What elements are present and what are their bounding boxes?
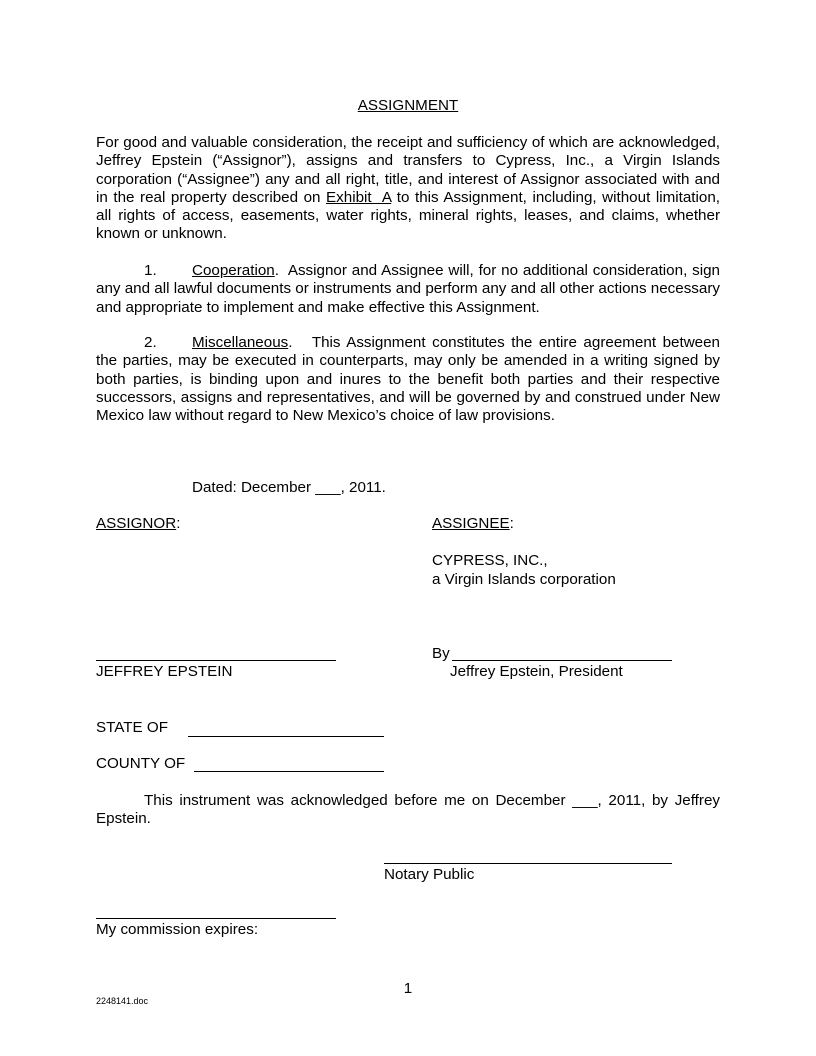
assignee-by-label: By bbox=[432, 645, 450, 662]
intro-text-start: For good and valuable consideration, the receipt and sufficiency of which are acknowledged, Jeffrey Epstein (“Assignor”), assigns and transfers to Cypress, Inc., a Virgin Islands corporation (“Assignee”) any and all right, title, and interest of Assignor associated with and in the real property described on bbox=[96, 134, 720, 206]
dated-line: Dated: December ___, 2011. bbox=[192, 479, 386, 496]
document-id: 2248141.doc bbox=[96, 996, 149, 1006]
assignee-signature-line bbox=[452, 660, 672, 661]
document-title: ASSIGNMENT bbox=[357, 97, 459, 114]
section-cooperation bbox=[96, 262, 725, 317]
section-text: . This Assignment constitutes the entire agreement between the parties, may be executed in counterparts, may only be amended in a writing signed by both parties, is binding upon and inures to the benefit both parties and their respective successors, assigns and representatives, and will be governed by and construed under New Mexico law without regard to New Mexico’s choice of law provisions. bbox=[96, 334, 725, 425]
commission-expires-label: My commission expires: bbox=[96, 921, 259, 938]
state-label: STATE OF bbox=[96, 719, 168, 736]
assignee-heading bbox=[432, 515, 514, 532]
section-number: 1. bbox=[144, 262, 157, 279]
section-miscellaneous bbox=[96, 334, 725, 425]
intro-paragraph bbox=[96, 134, 720, 244]
assignee-colon: : bbox=[509, 515, 514, 532]
commission-signature-line bbox=[96, 918, 336, 919]
section-heading: Cooperation bbox=[192, 262, 275, 279]
state-blank-line bbox=[188, 736, 384, 737]
assignee-description: a Virgin Islands corporation bbox=[432, 571, 616, 588]
notary-public-label: Notary Public bbox=[384, 866, 475, 883]
exhibit-reference: Exhibit A bbox=[326, 188, 392, 206]
assignee-name: CYPRESS, INC., bbox=[432, 552, 548, 569]
assignor-signature-line bbox=[96, 660, 336, 661]
notary-acknowledgment: This instrument was acknowledged before me on December ___, 2011, by Jeffrey Epstein. bbox=[96, 792, 720, 828]
assignee-signer-name: Jeffrey Epstein, President bbox=[450, 663, 623, 680]
notary-signature-line bbox=[384, 863, 672, 864]
assignor-signer-name: JEFFREY EPSTEIN bbox=[96, 663, 233, 680]
intro-text-end: to this Assignment, including, without limitation, all rights of access, easements, water rights, mineral rights, leases, and claims, whether known or unknown. bbox=[96, 188, 720, 243]
section-heading: Miscellaneous bbox=[192, 334, 289, 351]
page-number: 1 bbox=[403, 980, 413, 997]
section-text: . Assignor and Assignee will, for no additional consideration, sign any and all lawful documents or instruments and perform any and all other actions necessary and appropriate to implement and make effective this Assignment. bbox=[96, 262, 725, 316]
county-label: COUNTY OF bbox=[96, 755, 186, 772]
assignor-heading bbox=[96, 515, 180, 532]
county-blank-line bbox=[194, 771, 384, 772]
assignor-colon: : bbox=[176, 515, 181, 532]
assignee-label: ASSIGNEE bbox=[432, 515, 510, 532]
section-number: 2. bbox=[144, 334, 157, 351]
assignor-label: ASSIGNOR bbox=[96, 515, 177, 532]
